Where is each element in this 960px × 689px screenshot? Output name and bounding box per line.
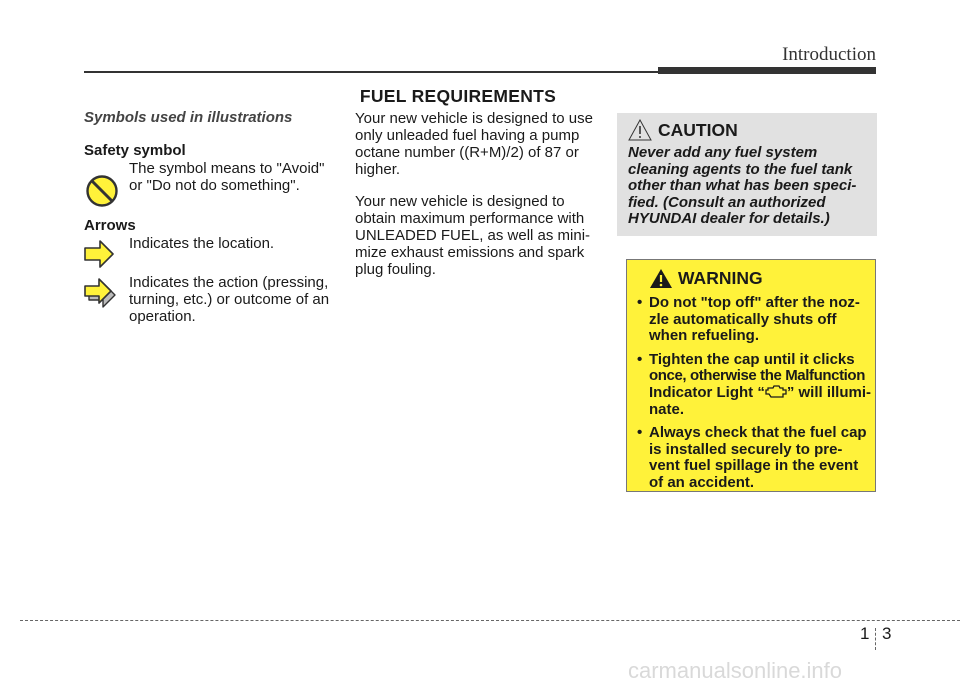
warning-header: [649, 268, 867, 289]
symbols-column: [84, 109, 339, 334]
para1-line-4: higher.: [355, 161, 401, 178]
warning-item-3: [637, 425, 867, 491]
arrow-action-line-1: Indicates the action (pressing,: [129, 274, 329, 291]
warning-item-1: [637, 295, 867, 345]
warning-item-3-line-2: is installed securely to pre-: [649, 440, 843, 458]
arrow-action-icon: [84, 278, 118, 310]
warning-light-suffix: ” will illumi-: [786, 383, 871, 401]
caution-box: [617, 113, 877, 236]
footer-rule: [20, 620, 960, 621]
arrow-location-row: [84, 234, 339, 274]
symbols-heading: Symbols used in illustrations: [84, 109, 293, 126]
safety-row: [84, 159, 339, 217]
header-rule: [84, 71, 658, 73]
caution-line-3: other than what has been speci-: [628, 177, 857, 194]
avoid-icon: [84, 173, 120, 209]
bullet: •: [637, 350, 643, 368]
header-title: Introduction: [782, 44, 876, 65]
caution-triangle-icon: [628, 119, 652, 141]
safety-line-2: or "Do not do something".: [129, 177, 300, 194]
section-title: FUEL REQUIREMENTS: [359, 86, 557, 106]
warning-item-2-line-3: [649, 383, 871, 402]
fuel-body: [355, 110, 603, 278]
para2-line-3: UNLEADED FUEL, as well as mini-: [355, 227, 591, 244]
para2-line-1: Your new vehicle is designed to: [355, 193, 565, 210]
warning-item-3-line-3: vent fuel spillage in the event: [649, 457, 859, 475]
caution-text: [628, 145, 867, 228]
warning-item-3-line-4: of an accident.: [649, 473, 755, 491]
warning-item-2-line-4: nate.: [649, 400, 685, 418]
para2-line-4: mize exhaust emissions and spark: [355, 244, 585, 261]
para2-line-2: obtain maximum performance with: [355, 210, 585, 227]
warning-item-1-line-3: when refueling.: [649, 327, 760, 345]
warning-triangle-icon: [649, 268, 673, 289]
caution-line-2: cleaning agents to the fuel tank: [628, 160, 853, 178]
safety-line-1: The symbol means to "Avoid": [129, 160, 325, 177]
caution-header: [628, 119, 867, 141]
para1-line-2: only unleaded fuel having a pump: [355, 127, 580, 144]
warning-item-2-line-2: once, otherwise the Malfunction: [649, 367, 865, 385]
caution-title: CAUTION: [658, 119, 738, 140]
warning-item-2-line-1: Tighten the cap until it clicks: [649, 350, 855, 368]
warning-item-1-line-1: Do not "top off" after the noz-: [649, 294, 860, 311]
warning-item-2: [637, 350, 871, 418]
arrow-action-line-2: turning, etc.) or outcome of an: [129, 291, 330, 308]
caution-line-1: Never add any fuel system: [628, 144, 818, 161]
header-bar: [658, 67, 876, 74]
caution-line-4: fied. (Consult an authorized: [628, 193, 826, 211]
warning-list: [637, 294, 871, 492]
arrow-location-text: Indicates the location.: [129, 235, 275, 252]
fuel-paragraph-1: [355, 110, 603, 178]
warning-item-1-line-2: zle automatically shuts off: [649, 310, 837, 328]
caution-line-5: HYUNDAI dealer for details.): [628, 210, 830, 227]
warning-title: WARNING: [678, 268, 763, 288]
warning-box: [626, 259, 876, 492]
warning-light-prefix: Indicator Light “: [649, 383, 765, 401]
warning-item-3-line-1: Always check that the fuel cap: [649, 424, 867, 442]
page-number: 3: [882, 624, 892, 643]
arrows-label: Arrows: [84, 217, 136, 234]
fuel-paragraph-2: [355, 193, 603, 278]
malfunction-indicator-icon: [765, 385, 787, 398]
bullet: •: [637, 294, 643, 311]
page-number-separator: [875, 628, 876, 650]
watermark: carmanualsonline.info: [628, 658, 843, 683]
arrow-action-row: [84, 274, 339, 334]
para1-line-3: octane number ((R+M)/2) of 87 or: [355, 144, 579, 161]
bullet: •: [637, 424, 643, 442]
arrow-action-line-3: operation.: [129, 308, 196, 325]
arrow-location-icon: [84, 240, 114, 268]
safety-label: Safety symbol: [84, 142, 186, 159]
para2-line-5: plug fouling.: [355, 261, 436, 278]
chapter-number: 1: [860, 624, 870, 643]
para1-line-1: Your new vehicle is designed to use: [355, 110, 593, 127]
